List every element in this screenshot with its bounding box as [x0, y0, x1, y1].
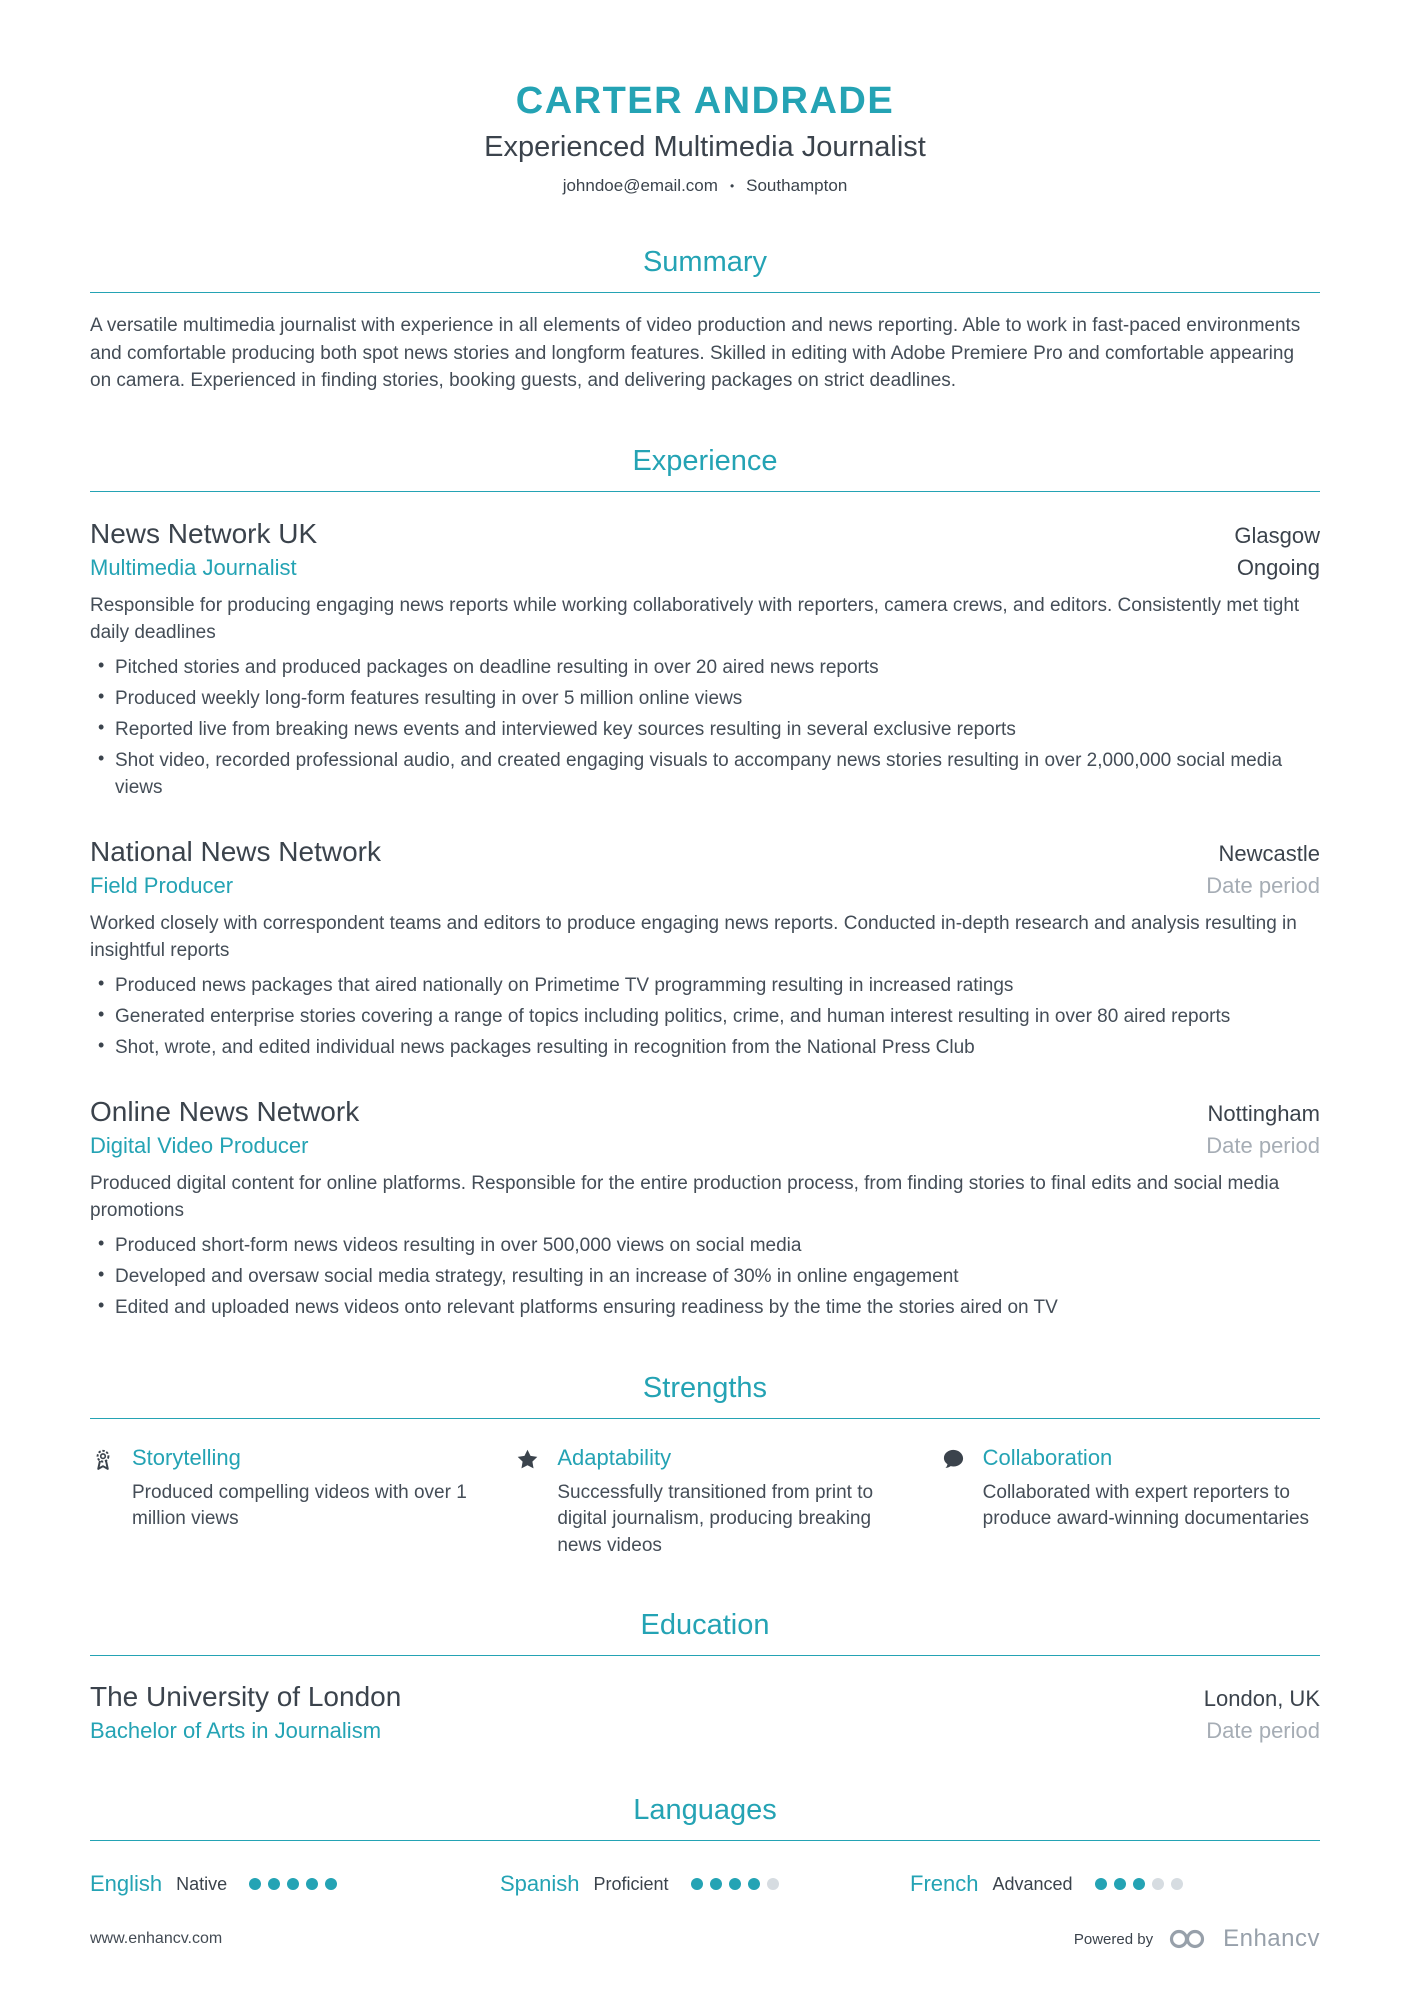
- job-header-row: [90, 1096, 1320, 1128]
- language-dots: [1095, 1878, 1183, 1890]
- job-role-row: [90, 1133, 1320, 1159]
- education-heading: Education: [640, 1609, 770, 1642]
- job-bullet: • Shot, wrote, and edited individual news packages resulting in recognition from the National Press Club: [90, 1035, 1320, 1062]
- job-bullet: • Produced weekly long-form features resulting in over 5 million online views: [90, 686, 1320, 713]
- section-underline: [90, 1655, 1320, 1656]
- language-level-dot: [306, 1878, 318, 1890]
- powered-by-label: Powered by: [1073, 1930, 1154, 1948]
- strengths-grid: [90, 1445, 1320, 1560]
- strength-item: [515, 1445, 894, 1560]
- job-bullet: • Reported live from breaking news events and interviewed key sources resulting in several exclusive reports: [90, 717, 1320, 744]
- candidate-name: CARTER ANDRADE: [515, 80, 895, 122]
- section-underline: [90, 1418, 1320, 1419]
- contact-separator-dot: •: [729, 179, 735, 193]
- job-location: Glasgow: [1234, 522, 1320, 548]
- education-period: Date period: [1206, 1718, 1320, 1744]
- language-level-dot: [729, 1878, 741, 1890]
- strength-content: [983, 1445, 1320, 1533]
- strength-text: Produced compelling videos with over 1 million views: [132, 1481, 467, 1530]
- school-name: The University of London: [90, 1681, 402, 1713]
- language-level-dot: [767, 1878, 779, 1890]
- strength-title: Storytelling: [132, 1444, 241, 1470]
- medal-icon: [90, 1447, 116, 1473]
- summary-section: [90, 246, 1320, 395]
- collaboration-icon: [941, 1447, 967, 1472]
- strength-text: Collaborated with expert reporters to produce award-winning documentaries: [982, 1481, 1310, 1530]
- language-item: [910, 1871, 1320, 1897]
- education-header-row: [90, 1681, 1320, 1713]
- job-period: Ongoing: [1236, 554, 1320, 580]
- enhancv-brand-name: Enhancv: [1223, 1925, 1320, 1952]
- language-level-dot: [710, 1878, 722, 1890]
- experience-section: [90, 445, 1320, 1322]
- education-degree-row: [90, 1718, 1320, 1744]
- company-name: National News Network: [90, 835, 381, 867]
- language-level-dot: [748, 1878, 760, 1890]
- job-header-row: [90, 518, 1320, 550]
- strength-content: [557, 1445, 894, 1560]
- job-bullet-list: [90, 973, 1320, 1062]
- contact-location: Southampton: [746, 176, 848, 195]
- strength-content: [132, 1445, 469, 1533]
- language-dots: [691, 1878, 779, 1890]
- language-item: [500, 1871, 910, 1897]
- language-item: [90, 1871, 500, 1897]
- job-description: Produced digital content for online platforms. Responsible for the entire production process, from finding stories to final edits and social media promotions: [90, 1172, 1280, 1222]
- contact-line: [90, 176, 1320, 196]
- job-bullet: • Developed and oversaw social media strategy, resulting in an increase of 30% in online engagement: [90, 1264, 1320, 1291]
- language-level: Advanced: [992, 1873, 1073, 1894]
- strength-title: Adaptability: [557, 1444, 672, 1470]
- degree-name: Bachelor of Arts in Journalism: [90, 1718, 382, 1744]
- languages-heading: Languages: [633, 1794, 777, 1827]
- job-description: Worked closely with correspondent teams and editors to produce engaging news reports. Conducted in-depth research and analysis resulting in insightful reports: [90, 912, 1297, 962]
- language-level: Native: [176, 1873, 228, 1894]
- candidate-title: Experienced Multimedia Journalist: [484, 131, 926, 163]
- languages-grid: [90, 1871, 1320, 1897]
- summary-heading: Summary: [642, 246, 768, 278]
- strength-item: [90, 1445, 469, 1560]
- language-level-dot: [691, 1878, 703, 1890]
- job-location: Nottingham: [1207, 1100, 1320, 1126]
- language-dots: [249, 1878, 337, 1890]
- strength-title: Collaboration: [982, 1444, 1113, 1470]
- job-header-row: [90, 836, 1320, 868]
- section-underline: [90, 491, 1320, 492]
- contact-email: johndoe@email.com: [562, 176, 718, 195]
- enhancv-logo-icon: [1165, 1928, 1211, 1950]
- job-role: Multimedia Journalist: [90, 554, 297, 580]
- job-entry: [90, 518, 1320, 802]
- job-role: Field Producer: [90, 872, 234, 898]
- job-role: Digital Video Producer: [90, 1132, 309, 1158]
- company-name: News Network UK: [90, 517, 318, 549]
- job-role-row: [90, 555, 1320, 581]
- language-name: Spanish: [500, 1871, 580, 1897]
- strengths-heading: Strengths: [642, 1371, 768, 1404]
- language-level-dot: [1152, 1878, 1164, 1890]
- language-name: English: [90, 1871, 163, 1897]
- education-section: [90, 1609, 1320, 1744]
- language-level: Proficient: [593, 1873, 669, 1894]
- language-level-dot: [325, 1878, 337, 1890]
- education-entry: [90, 1681, 1320, 1744]
- job-description: Responsible for producing engaging news reports while working collaboratively with reporters, camera crews, and editors. Consistently met tight daily deadlines: [90, 594, 1300, 644]
- powered-by-group: [1074, 1925, 1320, 1953]
- languages-section: [90, 1794, 1320, 1897]
- job-role-row: [90, 873, 1320, 899]
- star-icon: [515, 1447, 541, 1472]
- language-name: French: [910, 1871, 979, 1897]
- page-footer: [90, 1925, 1320, 1953]
- section-underline: [90, 292, 1320, 293]
- job-bullet-list: [90, 655, 1320, 802]
- job-bullet-list: [90, 1233, 1320, 1322]
- summary-text: A versatile multimedia journalist with experience in all elements of video production and news reporting. Able to work in fast-paced environments and comfortable producing both spot news stories and longform features. Skilled in editing with Adobe Premiere Pro and comfortable appearing on camera. Experienced in finding stories, booking guests, and delivering packages on strict deadlines.: [90, 315, 1301, 392]
- language-level-dot: [287, 1878, 299, 1890]
- strengths-section: [90, 1372, 1320, 1560]
- resume-header: [90, 80, 1320, 196]
- job-entry: [90, 1096, 1320, 1322]
- school-location: London, UK: [1203, 1686, 1320, 1712]
- job-bullet: • Shot video, recorded professional audio, and created engaging visuals to accompany news stories resulting in over 2,000,000 social media views: [90, 748, 1320, 802]
- strength-item: [941, 1445, 1320, 1560]
- language-level-dot: [1095, 1878, 1107, 1890]
- language-level-dot: [268, 1878, 280, 1890]
- footer-website-link[interactable]: www.enhancv.com: [90, 1930, 223, 1947]
- language-level-dot: [249, 1878, 261, 1890]
- language-level-dot: [1114, 1878, 1126, 1890]
- job-location: Newcastle: [1218, 840, 1320, 866]
- experience-heading: Experience: [632, 444, 778, 477]
- job-entry: [90, 836, 1320, 1062]
- job-bullet: • Produced short-form news videos resulting in over 500,000 views on social media: [90, 1233, 1320, 1260]
- job-bullet: • Edited and uploaded news videos onto relevant platforms ensuring readiness by the time the stories aired on TV: [90, 1295, 1320, 1322]
- job-bullet: • Generated enterprise stories covering a range of topics including politics, crime, and human interest resulting in over 80 aired reports: [90, 1004, 1320, 1031]
- language-level-dot: [1171, 1878, 1183, 1890]
- job-bullet: • Produced news packages that aired nationally on Primetime TV programming resulting in increased ratings: [90, 973, 1320, 1000]
- language-level-dot: [1133, 1878, 1145, 1890]
- job-period: Date period: [1206, 1132, 1320, 1158]
- job-period: Date period: [1206, 872, 1320, 898]
- strength-text: Successfully transitioned from print to digital journalism, producing breaking news videos: [557, 1481, 874, 1556]
- company-name: Online News Network: [90, 1095, 360, 1127]
- section-underline: [90, 1840, 1320, 1841]
- job-bullet: • Pitched stories and produced packages on deadline resulting in over 20 aired news reports: [90, 655, 1320, 682]
